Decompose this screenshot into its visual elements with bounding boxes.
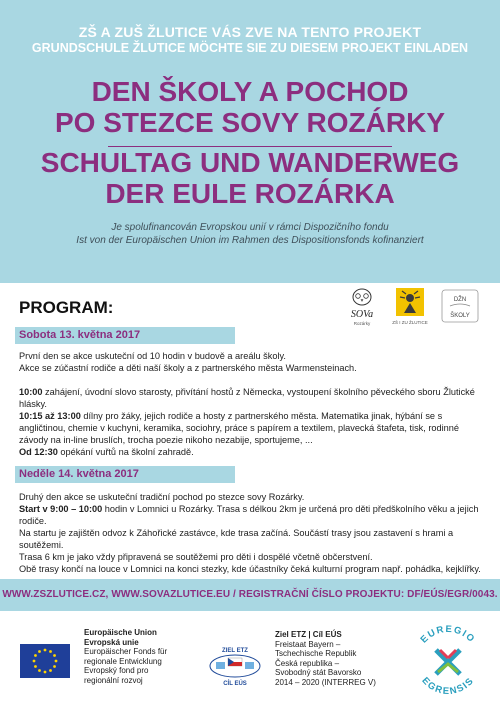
ziel-line: Svobodný stát Bavorsko	[275, 668, 362, 677]
ziel-badge-top: ZIEL ETZ	[222, 648, 248, 654]
eu-star-icon	[53, 654, 56, 657]
zs-logo-text: ZŠ I ZU ŽLUTICE	[392, 320, 428, 325]
title-de	[0, 147, 500, 209]
day2-date-bar: Neděle 14. května 2017	[15, 466, 235, 483]
title-de-line1: SCHULTAG UND WANDERWEG	[40, 147, 460, 178]
footer-urls: WWW.ZSZLUTICE.CZ, WWW.SOVAZLUTICE.EU / REGISTRAČNÍ ČÍSLO PROJEKTU: DF/EÚS/EGR/0043.	[0, 579, 500, 611]
eu-star-icon	[44, 671, 47, 674]
day1-item-time: 10:15 až 13:00	[19, 411, 81, 421]
title-cz-line1: DEN ŠKOLY A POCHOD	[91, 76, 409, 107]
day1-intro-2: Akce se zúčastní rodiče a děti naší školy a z partnerského města Warmensteinach.	[19, 363, 357, 373]
partner-logos	[340, 286, 490, 330]
sova-logo-text: SOVa	[350, 309, 374, 320]
day1-item-time: 10:00	[19, 387, 43, 397]
eu-line: regionální rozvoj	[84, 675, 143, 685]
eu-line-bold: Evropská unie	[84, 637, 139, 647]
sun-icon	[390, 286, 430, 328]
invitation-cz: ZŠ A ZUŠ ŽLUTICE VÁS ZVE NA TENTO PROJEKT	[78, 24, 422, 40]
day1-item-text: dílny pro žáky, jejich rodiče a hosty z partnerského města. Matematika jinak, hýbání se s angličtinou, chemie v kuchyni, keramika, sociohry, práce s papírem a textilem, plavecká štafeta, tisk, rodinné závody na in-line bruslích, trocha poezie nikoho nezabije, sportujeme, ...	[19, 411, 460, 445]
ziel-text	[275, 630, 376, 687]
svg-text:EUREGIO	[419, 624, 478, 646]
day2-start-text: hodin v Lomnici u Rozárky. Trasa s délkou 2km je určená pro děti předškolního věku a jejich rodiče.	[19, 504, 479, 526]
day1-item-time: Od 12:30	[19, 447, 58, 457]
title-cz-line2: PO STEZCE SOVY ROZÁRKY	[55, 107, 445, 138]
school-badge-icon	[438, 286, 482, 328]
day2-start	[19, 503, 484, 527]
ziel-line: Česká republika –	[275, 658, 340, 668]
school-day-logo	[438, 286, 478, 328]
day1-item	[19, 386, 484, 410]
eu-line: Europäischer Fonds für	[84, 647, 168, 656]
day1-item	[19, 446, 484, 458]
eu-star-icon	[34, 654, 37, 657]
sova-logo-subtext: Rozárky	[353, 321, 371, 326]
ziel-line: Tschechische Republik	[275, 649, 357, 658]
day2-line: Trasa 6 km je jako vždy připravená se soutěžemi pro děti i dospělé včetně občerstvení.	[19, 552, 373, 562]
ziel-line: Freistaat Bayern –	[275, 639, 341, 649]
eu-star-icon	[53, 665, 56, 668]
funding-cz: Je spolufinancován Evropskou unií v rámci Dispozičního fondu	[111, 222, 389, 233]
euregio-bottom-text: EGRENSIS	[419, 675, 477, 698]
day2-start-label: Start v 9:00 – 10:00	[19, 504, 103, 514]
ziel-badge-bottom: CÍL EÚS	[223, 681, 247, 687]
program-heading: PROGRAM:	[19, 298, 114, 317]
ziel-title: Ziel ETZ | Cíl EÚS	[275, 630, 342, 639]
school-logo-bottom: ŠKOLY	[450, 313, 470, 319]
eu-star-icon	[44, 649, 47, 652]
eu-star-icon	[49, 650, 52, 653]
ziel-line: 2014 – 2020 (INTERREG V)	[275, 677, 376, 687]
day1-item-text: opékání vuřtů na školní zahradě.	[57, 447, 194, 457]
euregio-top-text: EUREGIO	[418, 623, 478, 646]
title-cz	[0, 76, 500, 138]
day1-intro-1: První den se akce uskuteční od 10 hodin v budově a areálu školy.	[19, 351, 286, 361]
eu-star-icon	[34, 665, 37, 668]
invitation-de: GRUNDSCHULE ŽLUTICE MÖCHTE SIE ZU DIESEM PROJEKT EINLADEN	[31, 41, 469, 55]
title-de-line2: DER EULE ROZÁRKA	[105, 178, 395, 209]
ziel-etz-logo-icon	[206, 644, 264, 688]
day2-line: Na startu je zajištěn odvoz k Záhořické zastávce, kde trasa začíná. Součástí trasy jsou zastavení s hrami a soutěžemi.	[19, 528, 454, 550]
euregio-egrensis-logo-icon	[408, 620, 488, 702]
svg-text:EGRENSIS	[419, 675, 476, 697]
eu-line-bold: Europäische Union	[84, 628, 157, 637]
eu-star-icon	[55, 660, 58, 663]
day1-date-bar: Sobota 13. května 2017	[15, 327, 235, 344]
eu-text	[84, 628, 167, 685]
eu-flag-icon	[20, 644, 70, 678]
zs-zlutice-logo	[390, 286, 430, 328]
eu-star-icon	[33, 660, 36, 663]
school-logo-top: DŽN	[453, 297, 467, 303]
day1-content	[19, 350, 484, 458]
sova-logo	[342, 286, 382, 328]
eu-star-icon	[38, 669, 41, 672]
day2-intro: Druhý den akce se uskuteční tradiční pochod po stezce sovy Rozárky.	[19, 492, 305, 502]
eu-line: regionale Entwicklung	[84, 656, 162, 666]
eu-line: Evropský fond pro	[84, 666, 149, 675]
eu-star-icon	[38, 650, 41, 653]
day1-item	[19, 410, 484, 446]
owl-icon	[342, 286, 382, 328]
day2-line: Obě trasy končí na louce v Lomnici na konci stezky, kde účastníky čeká kulturní program např. pohádka, kejklířky.	[19, 564, 481, 574]
funding-de: Ist von der Europäischen Union im Rahmen des Dispositionsfonds kofinanziert	[76, 235, 424, 246]
day2-content	[19, 491, 484, 575]
day1-item-text: zahájení, úvodní slovo starosty, přivítání hostů z Německa, vystoupení školního pěveckého sboru Žlutické hlásky.	[19, 387, 475, 409]
eu-star-icon	[49, 669, 52, 672]
